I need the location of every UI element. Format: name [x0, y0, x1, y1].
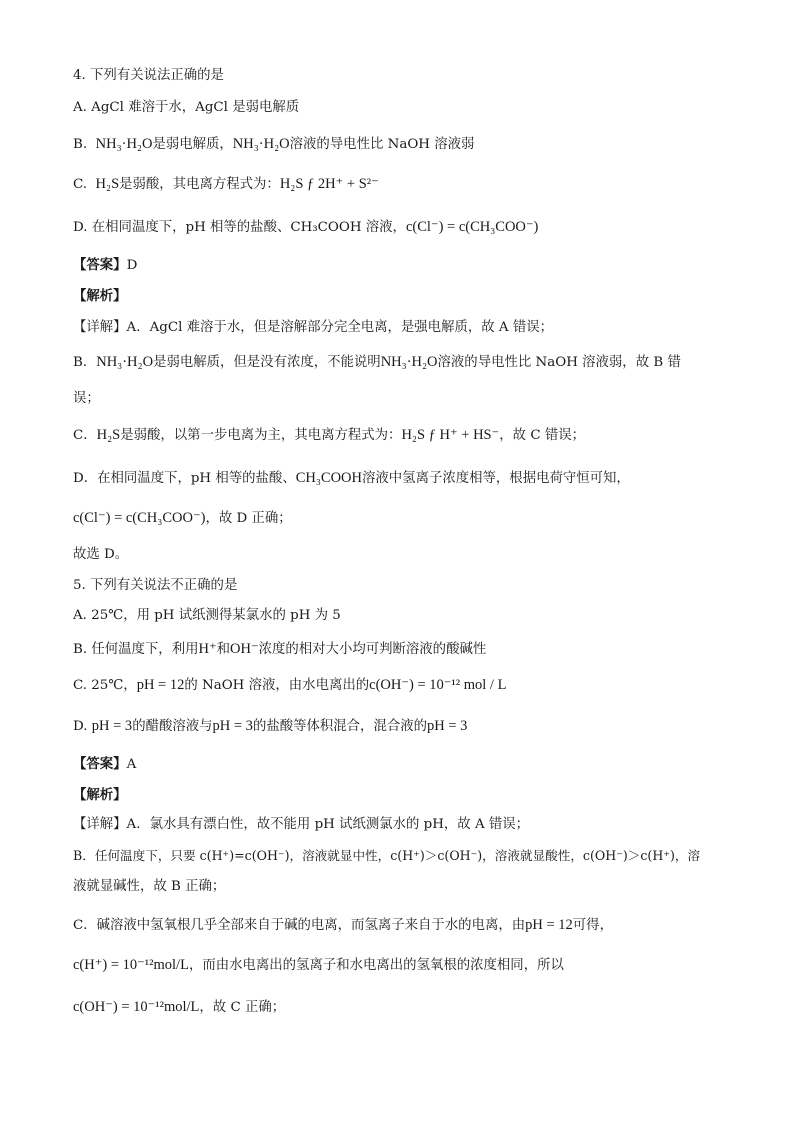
q5-exp-b-cont: 液就显碱性，故 B 正确； [73, 879, 226, 894]
q4-exp-a: 【详解】A．AgCl 难溶于水，但是溶解部分完全电离，是强电解质，故 A 错误； [73, 320, 553, 335]
q5-answer: 【答案】A [73, 756, 137, 772]
q5-exp-c-end: c(OH⁻) = 10⁻¹²mol/L，故 C 正确； [73, 999, 286, 1015]
q4-title: 4. 下列有关说法正确的是 [73, 68, 224, 83]
q5-option-d: D. pH = 3的醋酸溶液与pH = 3的盐酸等体积混合，混合液的pH = 3 [73, 718, 468, 734]
q5-analysis-label: 【解析】 [73, 787, 127, 803]
q5-exp-c: C．碱溶液中氢氧根几乎全部来自于碱的电离，而氢离子来自于水的电离，由pH = 12可得， [73, 917, 613, 933]
q4-exp-d: D．在相同温度下，pH 相等的盐酸、CH₃COOH溶液中氢离子浓度相等，根据电荷守恒可知， [73, 470, 630, 486]
q5-exp-a: 【详解】A．氯水具有漂白性，故不能用 pH 试纸测氯水的 pH，故 A 错误； [73, 817, 530, 832]
q4-option-b: B. NH₃·H₂O是弱电解质，NH₃·H₂O溶液的导电性比 NaOH 溶液弱 [73, 136, 475, 152]
q4-exp-b-cont: 误； [73, 391, 100, 406]
q5-option-b: B. 任何温度下，利用H⁺和OH⁻浓度的相对大小均可判断溶液的酸碱性 [73, 641, 487, 657]
q4-exp-b: B．NH₃·H₂O是弱电解质，但是没有浓度，不能说明NH₃·H₂O溶液的导电性比 NaOH 溶液弱，故 B 错 [73, 354, 681, 370]
q5-title: 5. 下列有关说法不正确的是 [73, 578, 238, 593]
q4-option-c: C. H₂S是弱酸，其电离方程式为：H₂S ƒ 2H⁺ + S²⁻ [73, 176, 379, 192]
q5-exp-c-cont: c(H⁺) = 10⁻¹²mol/L，而由水电离出的氢离子和水电离出的氢氧根的浓度相同，所以 [73, 957, 564, 973]
q5-option-a: A. 25℃，用 pH 试纸测得某氯水的 pH 为 5 [73, 608, 341, 623]
q4-analysis-label: 【解析】 [73, 288, 127, 304]
q5-exp-b: B．任何温度下，只要 c(H⁺)=c(OH⁻)，溶液就显中性，c(H⁺)＞c(OH⁻)，溶液就显酸性，c(OH⁻)＞c(H⁺)，溶 [73, 848, 701, 863]
q4-option-a: A. AgCl 难溶于水，AgCl 是弱电解质 [73, 100, 300, 115]
q4-answer: 【答案】D [73, 257, 138, 273]
q4-exp-d-cont: c(Cl⁻) = c(CH₃COO⁻)，故 D 正确； [73, 510, 292, 526]
q4-conclusion: 故选 D。 [73, 547, 129, 562]
q4-exp-c: C．H₂S是弱酸，以第一步电离为主，其电离方程式为：H₂S ƒ H⁺ + HS⁻，故 C 错误； [73, 427, 585, 443]
q5-option-c: C. 25℃，pH = 12的 NaOH 溶液，由水电离出的c(OH⁻) = 10⁻¹² mol / L [73, 677, 507, 693]
q4-option-d: D. 在相同温度下，pH 相等的盐酸、CH₃COOH 溶液，c(Cl⁻) = c(CH₃COO⁻) [73, 219, 539, 235]
